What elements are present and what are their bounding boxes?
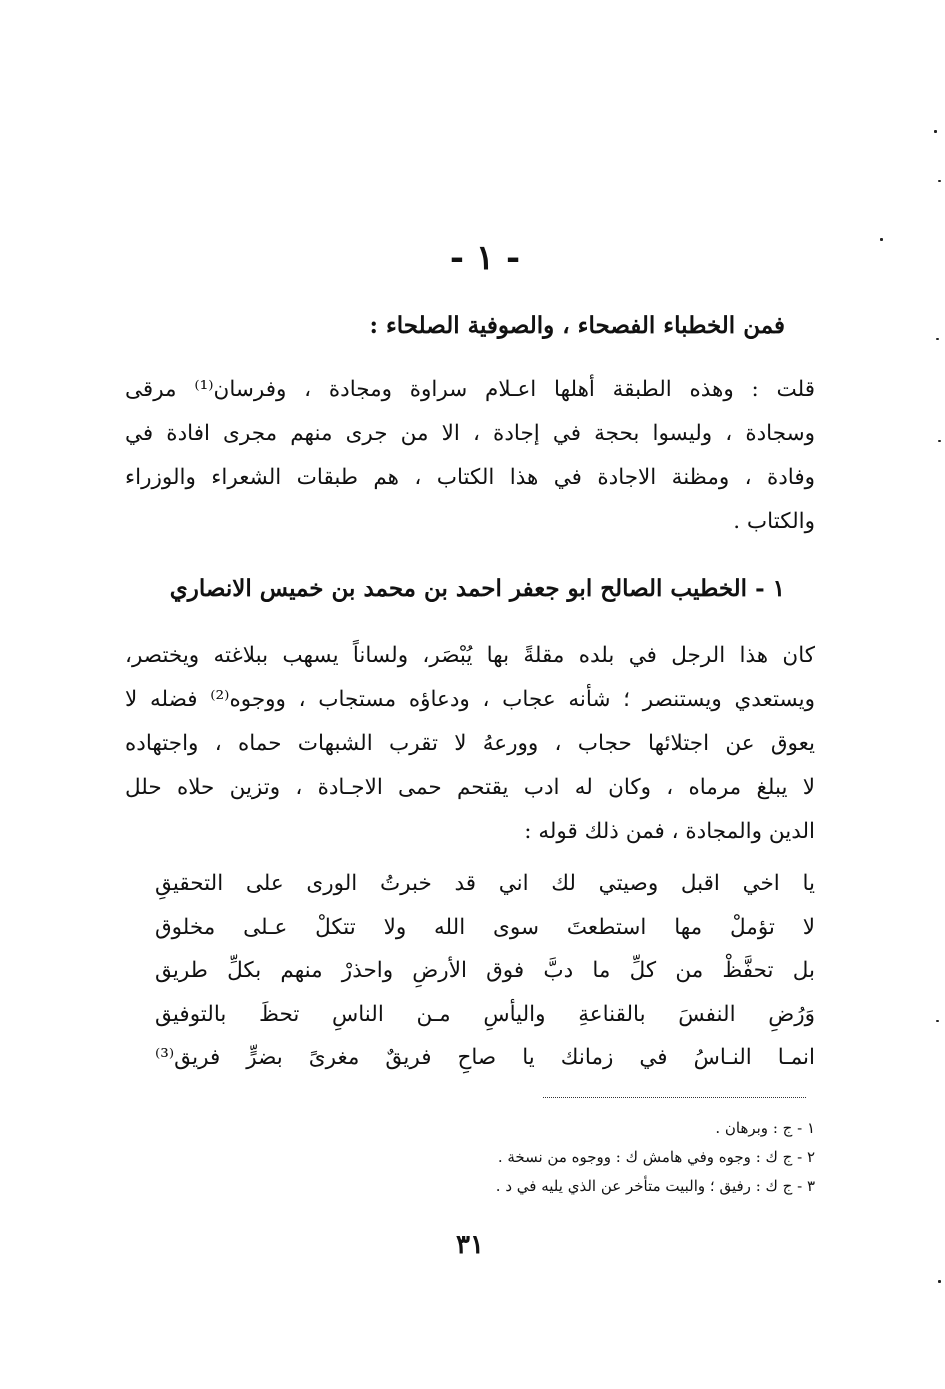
entry-heading: ١ - الخطيب الصالح ابو جعفر احمد بن محمد بن خميس الانصاري — [169, 575, 785, 602]
scan-speck — [938, 180, 941, 182]
paragraph-line: يعوق عن اجتلائها حجاب ، وورعهُ لا تقرب الشبهات حماه ، واجتهاده — [125, 731, 815, 756]
intro-paragraph — [125, 368, 815, 544]
scan-speck — [880, 238, 883, 241]
poem-verse: يا اخي اقبل وصيتي لك اني قد خبرتُ الورى على التحقيقِ — [155, 871, 815, 896]
footnote: ١ - ج : وبرهان . — [715, 1119, 815, 1137]
paragraph-line: وسجادة ، وليسوا بحجة في إجادة ، الا من جرى منهم مجرى افادة في — [125, 421, 815, 446]
poem-verse: لا تؤملْ مها استطعتَ سوى الله ولا تتكلْ عـلى مخلوق — [155, 914, 815, 940]
footnote: ٣ - ج ك : رفيق ؛ والبيت متأخر عن الذي يليه في د . — [495, 1177, 815, 1195]
footnote-divider — [543, 1097, 806, 1098]
paragraph-line: ويستعدي ويستنصر ؛ شأنه عجاب ، ودعاؤه مستجاب ، ووجوه⁽²⁾ فضله لا — [125, 687, 815, 712]
scan-speck — [938, 1280, 941, 1283]
paragraph-line: قلت : وهذه الطبقة أهلها اعـلام سراوة ومجادة ، وفرسان⁽¹⁾ مرقى — [125, 377, 815, 402]
scan-speck — [936, 1020, 939, 1022]
scan-speck — [934, 130, 937, 133]
paragraph-line: كان هذا الرجل في بلده مقلةً بها يُبْصَر، ولساناً يسهب ببلاغته ويختصر، — [125, 643, 815, 668]
page-number: ٣١ — [456, 1230, 484, 1260]
poem-verse: بل تحفَّظْ من كلِّ ما دبَّ فوق الأرضِ واحذرْ منهم بكلِّ طريق — [155, 958, 815, 983]
biography-paragraph — [125, 634, 815, 854]
scan-speck — [936, 338, 939, 340]
poem — [155, 862, 815, 1080]
poem-verse: وَرُضِ النفسَ بالقناعةِ واليأسِ مـن الناسِ تحظَ بالتوفيق — [155, 1001, 815, 1027]
paragraph-line: الدين والمجادة ، فمن ذلك قوله : — [524, 819, 815, 844]
poem-verse: انمـا النـاسُ في زمانك يا صاحِ فريقٌ مغرىً بضرٍّ فريق⁽³⁾ — [155, 1045, 815, 1070]
paragraph-line: والكتاب . — [733, 509, 815, 534]
paragraph-line: وفادة ، ومظنة الاجادة في هذا الكتاب ، هم طبقات الشعراء والوزراء — [125, 465, 815, 490]
section-number: - ١ - — [449, 238, 521, 278]
paragraph-line: لا يبلغ مرماه ، وكان له ادب يقتحم حمى الاجـادة ، وتزين حلاه حلل — [125, 775, 815, 800]
section-heading: فمن الخطباء الفصحاء ، والصوفية الصلحاء : — [369, 312, 785, 339]
scan-speck — [938, 440, 941, 442]
footnotes — [315, 1114, 815, 1201]
footnote: ٢ - ج ك : وجوه وفي هامش ك : ووجوه من نسخة . — [497, 1148, 815, 1166]
